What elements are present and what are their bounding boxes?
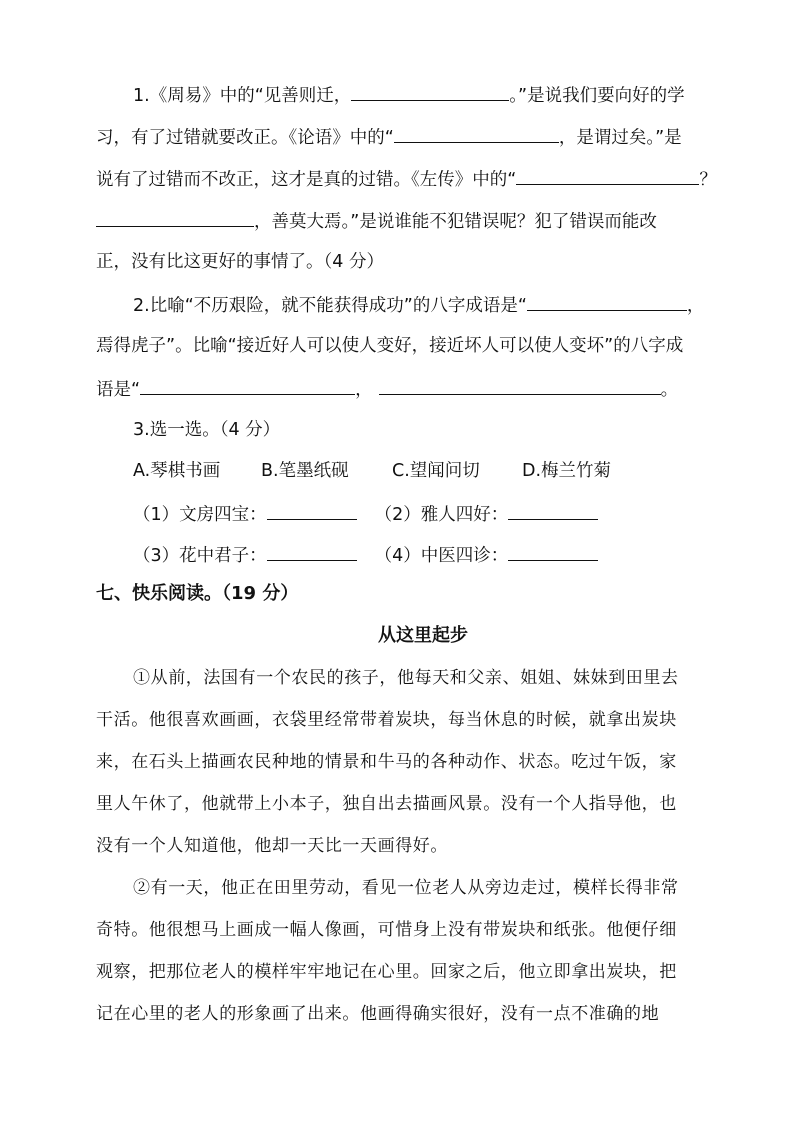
passage-line: 里人午休了，他就带上小本子，独自出去描画风景。没有一个人指导他，也 — [96, 794, 677, 814]
passage-line: 记在心里的老人的形象画了出来。他画得确实很好，没有一点不准确的地 — [96, 1004, 660, 1024]
q2-line-3: 语是“ ， 。 — [96, 376, 678, 402]
passage-line: 来，在石头上描画农民种地的情景和牛马的各种动作、状态。吃过午饭，家 — [96, 752, 677, 772]
q3-row-2 — [133, 542, 598, 568]
q3-row-1 — [133, 501, 598, 527]
option-b: B.笔墨纸砚 — [261, 461, 349, 481]
q1-line-4: ，善莫大焉。”是说谁能不犯错误呢？犯了错误而能改 — [96, 208, 657, 234]
q1-answer-blank-4[interactable] — [96, 208, 254, 227]
q3-answer-blank-4[interactable] — [508, 542, 598, 561]
q2-line-2: 焉得虎子”。比喻“接近好人可以使人变好，接近坏人可以使人变坏”的八字成 — [96, 336, 684, 356]
q1-answer-blank-1[interactable] — [351, 82, 509, 101]
option-c: C.望闻问切 — [392, 461, 480, 481]
passage-line: 没有一个人知道他，他却一天比一天画得好。 — [96, 836, 448, 856]
passage-line: 奇特。他很想马上画成一幅人像画，可惜身上没有带炭块和纸张。他便仔细 — [96, 920, 677, 940]
option-a: A.琴棋书画 — [133, 461, 221, 481]
q1-line-5: 正，没有比这更好的事情了。（4 分） — [96, 252, 384, 272]
q1-line-3: 说有了过错而不改正，这才是真的过错。《左传》中的“ ？ — [96, 166, 717, 192]
q2-answer-blank-3[interactable] — [379, 376, 661, 395]
passage-line: ②有一天，他正在田里劳动，看见一位老人从旁边走过，模样长得非常 — [133, 878, 679, 898]
passage-line: ①从前，法国有一个农民的孩子，他每天和父亲、姐姐、妹妹到田里去 — [133, 668, 679, 688]
passage-line: 干活。他很喜欢画画，衣袋里经常带着炭块，每当休息的时候，就拿出炭块 — [96, 710, 677, 730]
q3-answer-blank-2[interactable] — [508, 501, 598, 520]
q1-answer-blank-2[interactable] — [394, 124, 559, 143]
passage-title: 从这里起步 — [378, 625, 468, 646]
passage-line: 观察，把那位老人的模样牢牢地记在心里。回家之后，他立即拿出炭块，把 — [96, 962, 677, 982]
q1-line-2: 习，有了过错就要改正。《论语》中的“ ，是谓过矣。”是 — [96, 124, 682, 150]
q3-item-1: （1）文房四宝： — [133, 505, 267, 525]
q3-answer-blank-3[interactable] — [267, 542, 357, 561]
q3-item-3: （3）花中君子： — [133, 546, 267, 566]
q3-options — [133, 459, 611, 483]
q3-item-2: （2）雅人四好： — [374, 505, 509, 525]
q3-answer-blank-1[interactable] — [267, 501, 357, 520]
q2-line-1: 2.比喻“不历艰险，就不能获得成功”的八字成语是“ ， — [133, 292, 704, 318]
q1-line-1: 1.《周易》中的“见善则迁， 。”是说我们要向好的学 — [133, 82, 685, 108]
q3-item-4: （4）中医四诊： — [374, 546, 509, 566]
option-d: D.梅兰竹菊 — [522, 461, 612, 481]
q2-answer-blank-2[interactable] — [140, 376, 355, 395]
q2-answer-blank-1[interactable] — [527, 292, 687, 311]
section-7-heading: 七、快乐阅读。（19 分） — [96, 583, 299, 604]
q3-title: 3.选一选。（4 分） — [133, 420, 281, 440]
q1-answer-blank-3[interactable] — [516, 166, 699, 185]
